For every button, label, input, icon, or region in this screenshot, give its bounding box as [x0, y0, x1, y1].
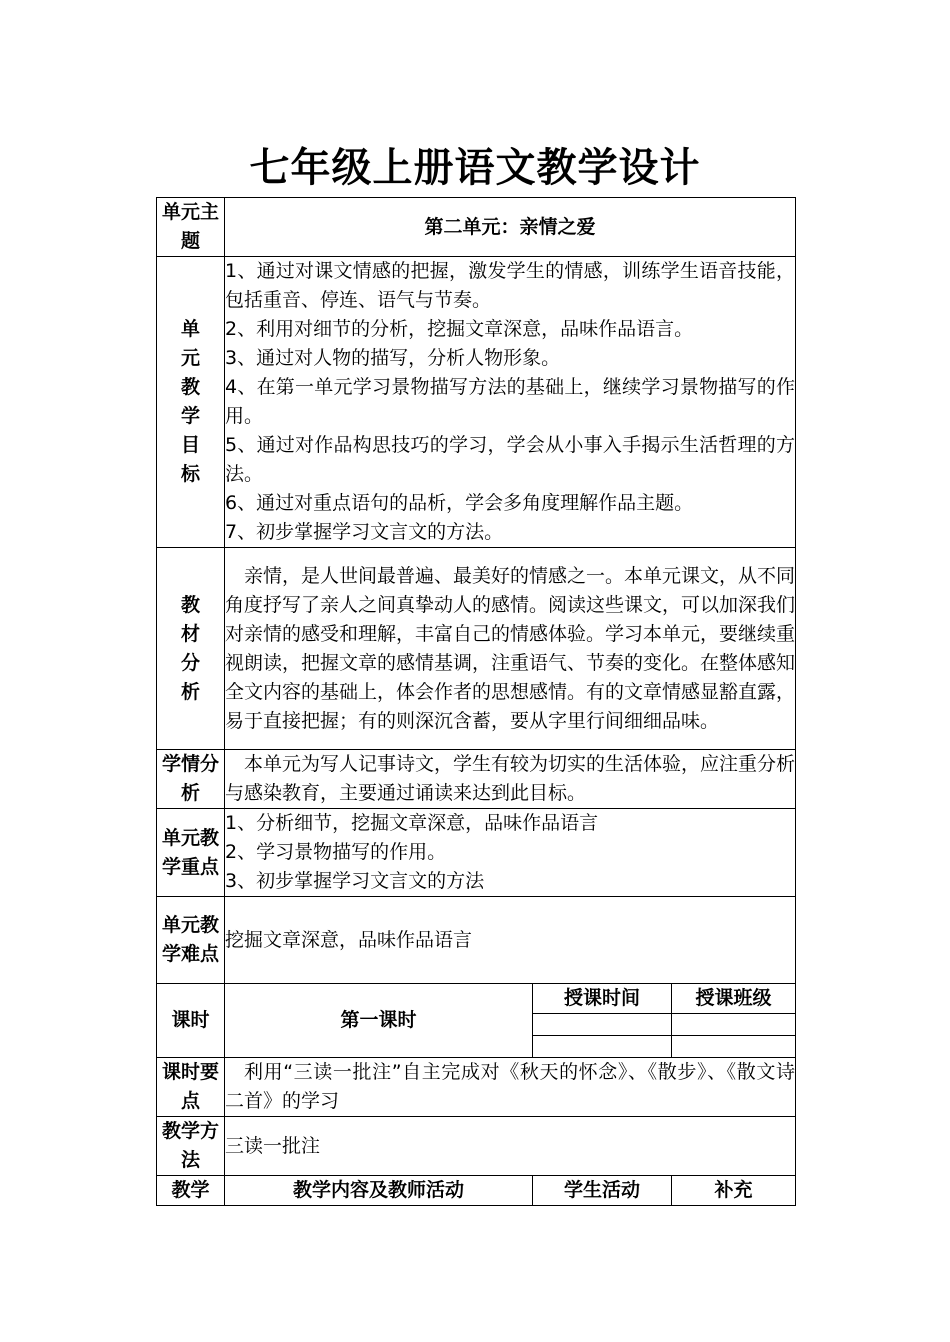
row-lesson: [157, 984, 796, 1014]
lesson-points-label: 课时要点: [157, 1058, 225, 1117]
objectives-list: [225, 257, 796, 548]
footer-col-supplement: 补充: [672, 1176, 796, 1206]
footer-col-content: 教学内容及教师活动: [225, 1176, 533, 1206]
students-text: 本单元为写人记事诗文，学生有较为切实的生活体验，应注重分析与感染教育，主要通过诵读来达到此目标。: [225, 750, 796, 809]
material-label-text: 教材分析: [181, 593, 201, 703]
row-material: [157, 548, 796, 750]
method-label: 教学方法: [157, 1117, 225, 1176]
material-text: 亲情，是人世间最普遍、最美好的情感之一。本单元课文，从不同角度抒写了亲人之间真挚动人的感情。阅读这些课文，可以加深我们对亲情的感受和理解，丰富自己的情感体验。学习本单元，要继续重视朗读，把握文章的感情基调，注重语气、节奏的变化。在整体感知全文内容的基础上，体会作者的思想感情。有的文章情感显豁直露，易于直接把握；有的则深沉含蓄，要从字里行间细细品味。: [225, 548, 796, 750]
key-points-list: [225, 809, 796, 897]
document-title: 七年级上册语文教学设计: [249, 145, 701, 191]
lesson-class-cell: [672, 1036, 796, 1058]
footer-col-student: 学生活动: [533, 1176, 672, 1206]
method-text: 三读一批注: [225, 1117, 796, 1176]
key-point-item: 1、分析细节，挖掘文章深意，品味作品语言: [225, 812, 599, 834]
lesson-value: 第一课时: [225, 984, 533, 1058]
lesson-label: 课时: [157, 984, 225, 1058]
row-theme: [157, 198, 796, 257]
difficulty-text: 挖掘文章深意，品味作品语言: [225, 897, 796, 984]
row-objectives: [157, 257, 796, 548]
row-students: [157, 750, 796, 809]
lesson-class-cell: [672, 1014, 796, 1036]
objectives-label: [157, 257, 225, 548]
theme-value: 第二单元：亲情之爱: [225, 198, 796, 257]
row-key-points: [157, 809, 796, 897]
lesson-time-cell: [533, 1014, 672, 1036]
key-points-label: 单元教学重点: [157, 809, 225, 897]
key-point-item: 3、初步掌握学习文言文的方法: [225, 870, 485, 892]
objective-item: 3、通过对人物的描写，分析人物形象。: [225, 347, 561, 369]
objective-item: 5、通过对作品构思技巧的学习，学会从小事入手揭示生活哲理的方法。: [225, 434, 796, 485]
row-method: [157, 1117, 796, 1176]
objective-item: 7、初步掌握学习文言文的方法。: [225, 521, 504, 543]
lesson-class-header: 授课班级: [672, 984, 796, 1014]
row-lesson-points: [157, 1058, 796, 1117]
row-difficulty: [157, 897, 796, 984]
row-footer: [157, 1176, 796, 1206]
objectives-label-text: 单元教学目标: [181, 318, 201, 485]
lesson-plan-table: [156, 197, 796, 1206]
theme-label: 单元主题: [157, 198, 225, 257]
material-label: [157, 548, 225, 750]
difficulty-label: 单元教学难点: [157, 897, 225, 984]
objective-item: 2、利用对细节的分析，挖掘文章深意，品味作品语言。: [225, 318, 694, 340]
objective-item: 6、通过对重点语句的品析，学会多角度理解作品主题。: [225, 492, 694, 514]
lesson-time-cell: [533, 1036, 672, 1058]
objective-item: 4、在第一单元学习景物描写方法的基础上，继续学习景物描写的作用。: [225, 376, 796, 427]
objective-item: 1、通过对课文情感的把握，激发学生的情感，训练学生语音技能，包括重音、停连、语气与节奏。: [225, 260, 796, 311]
students-label: 学情分析: [157, 750, 225, 809]
lesson-points-text: 利用“三读一批注”自主完成对《秋天的怀念》、《散步》、《散文诗二首》的学习: [225, 1058, 796, 1117]
footer-col-teaching: 教学: [157, 1176, 225, 1206]
lesson-time-header: 授课时间: [533, 984, 672, 1014]
key-point-item: 2、学习景物描写的作用。: [225, 841, 447, 863]
